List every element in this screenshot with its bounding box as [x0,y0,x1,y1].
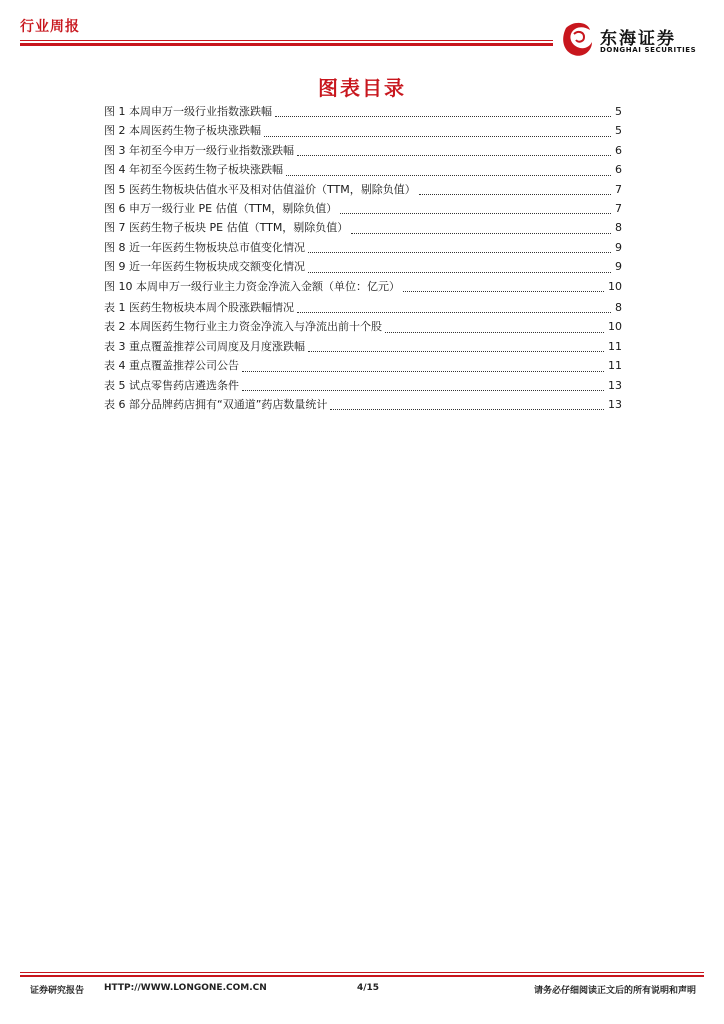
footer-page-number: 4/15 [357,983,380,993]
header-divider [20,40,553,41]
figure-entry-page-number: 8 [615,221,622,235]
figure-entry-page-number: 9 [615,260,622,274]
footer-disclaimer: 请务必仔细阅读正文后的所有说明和声明 [533,986,696,996]
table-entry-label: 表 4 重点覆盖推荐公司公告 [104,359,239,373]
table-entry-label: 表 2 本周医药生物行业主力资金净流入与净流出前十个股 [104,320,382,334]
dot-leader [308,271,611,273]
figure-entry[interactable] [104,257,622,276]
figure-entry-label: 图 3 年初至今申万一级行业指数涨跌幅 [104,143,294,157]
figure-entry-label: 图 5 医药生物板块估值水平及相对估值溢价（TTM，剔除负值） [104,182,416,196]
figure-entry-label: 图 7 医药生物子板块 PE 估值（TTM，剔除负值） [104,221,349,235]
table-entry-label: 表 6 部分品牌药店拥有“双通道”药店数量统计 [104,397,328,411]
figure-entry[interactable] [104,277,622,296]
dragon-logo-icon [560,20,596,58]
footer-divider-thick [20,975,704,977]
figure-entry-page-number: 6 [615,143,622,157]
figure-entry-label: 图 9 近一年医药生物板块成交额变化情况 [104,260,305,274]
table-entry[interactable] [104,395,622,414]
dot-leader [351,232,611,234]
dot-leader [340,212,611,214]
table-entry[interactable] [104,298,622,317]
table-entry[interactable] [104,376,622,395]
table-entry[interactable] [104,337,622,356]
table-entry-page-number: 11 [608,339,622,353]
dot-leader [419,193,611,195]
figure-entry[interactable] [104,160,622,179]
dot-leader [242,389,604,391]
figure-entry-page-number: 6 [615,163,622,177]
figure-entry-label: 图 6 申万一级行业 PE 估值（TTM，剔除负值） [104,201,338,215]
footer-report-label: 证券研究报告 [30,986,85,996]
dot-leader [264,135,611,137]
dot-leader [275,115,611,117]
figure-entry-page-number: 9 [615,240,622,254]
dot-leader [385,331,604,333]
figure-entry-label: 图 10 本周申万一级行业主力资金净流入金额（单位：亿元） [104,279,400,293]
figure-entry-label: 图 8 近一年医药生物板块总市值变化情况 [104,240,305,254]
footer-website-link[interactable]: HTTP://WWW.LONGONE.COM.CN [104,983,267,993]
figure-entry[interactable] [104,141,622,160]
figure-entry-label: 图 1 本周申万一级行业指数涨跌幅 [104,105,272,118]
table-entry-page-number: 10 [608,320,622,334]
figure-entry-page-number: 5 [615,124,622,138]
figure-list [104,102,622,296]
table-entry-page-number: 8 [615,301,622,314]
table-list [104,298,622,414]
header-divider-thick [20,43,553,46]
figure-entry[interactable] [104,180,622,199]
footer-divider [20,972,704,973]
table-entry-page-number: 13 [608,378,622,392]
logo-chinese-name: 东海证券 [600,29,676,49]
figure-entry[interactable] [104,238,622,257]
figure-entry-page-number: 7 [615,201,622,215]
toc-title: 图表目录 [318,76,406,100]
figure-entry[interactable] [104,121,622,140]
dot-leader [330,408,604,410]
table-entry-label: 表 5 试点零售药店遴选条件 [104,378,239,392]
report-type-tag: 行业周报 [20,19,80,35]
figure-entry[interactable] [104,218,622,237]
table-entry[interactable] [104,356,622,375]
dot-leader [242,370,604,372]
logo-english-name: DONGHAI SECURITIES [600,46,697,54]
figure-entry-label: 图 2 本周医药生物子板块涨跌幅 [104,124,261,138]
dot-leader [308,251,611,253]
figure-entry[interactable] [104,199,622,218]
dot-leader [403,290,604,292]
company-logo [560,20,710,60]
dot-leader [297,311,611,313]
dot-leader [297,154,611,156]
table-entry-page-number: 13 [608,397,622,411]
dot-leader [308,350,604,352]
table-entry-label: 表 1 医药生物板块本周个股涨跌幅情况 [104,301,294,314]
figure-entry[interactable] [104,102,622,121]
figure-entry-page-number: 5 [615,105,622,118]
figure-entry-page-number: 7 [615,182,622,196]
table-entry-label: 表 3 重点覆盖推荐公司周度及月度涨跌幅 [104,339,305,353]
dot-leader [286,174,611,176]
figure-entry-page-number: 10 [608,279,622,293]
table-entry-page-number: 11 [608,359,622,373]
table-entry[interactable] [104,317,622,336]
figure-entry-label: 图 4 年初至今医药生物子板块涨跌幅 [104,163,283,177]
